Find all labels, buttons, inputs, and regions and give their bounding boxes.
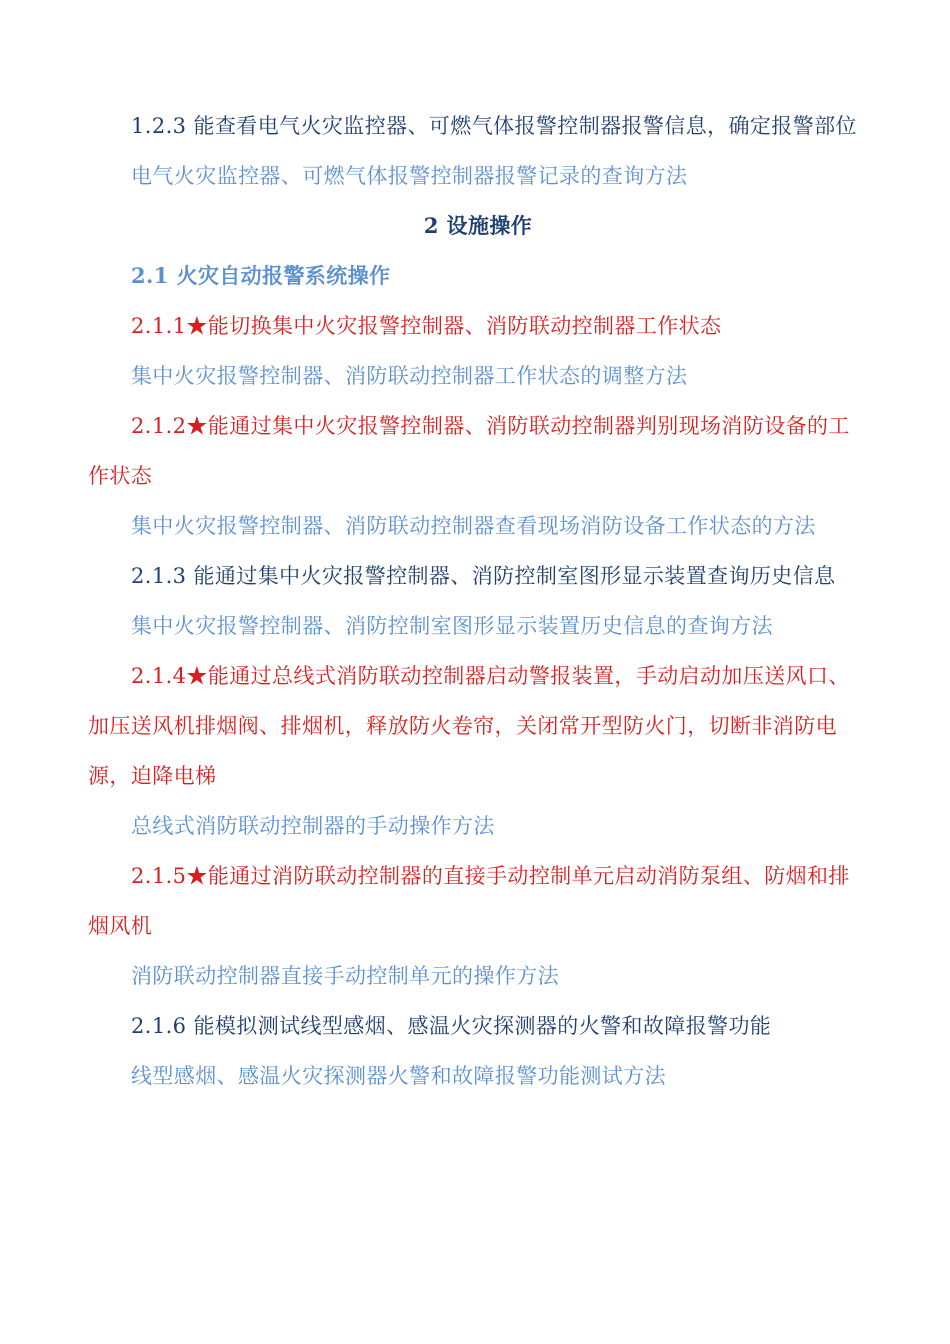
item-2-1-6: 2.1.6 能模拟测试线型感烟、感温火灾探测器的火警和故障报警功能 — [131, 1014, 772, 1038]
section-heading: 2 设施操作 — [423, 213, 533, 238]
item-2-1-3-method: 集中火灾报警控制器、消防控制室图形显示装置历史信息的查询方法 — [131, 614, 773, 638]
item-2-1-2: 2.1.2★能通过集中火灾报警控制器、消防联动控制器判别现场消防设备的工作状态 — [88, 414, 850, 488]
item-2-1-1-method: 集中火灾报警控制器、消防联动控制器工作状态的调整方法 — [131, 364, 688, 388]
item-2-1-5: 2.1.5★能通过消防联动控制器的直接手动控制单元启动消防泵组、防烟和排烟风机 — [88, 864, 850, 938]
item-2-1-4-method: 总线式消防联动控制器的手动操作方法 — [131, 814, 495, 838]
item-2-1-1: 2.1.1★能切换集中火灾报警控制器、消防联动控制器工作状态 — [131, 314, 722, 338]
subsection-heading: 2.1 火灾自动报警系统操作 — [131, 263, 391, 288]
item-2-1-2-method: 集中火灾报警控制器、消防联动控制器查看现场消防设备工作状态的方法 — [131, 514, 816, 538]
item-2-1-5-method: 消防联动控制器直接手动控制单元的操作方法 — [131, 964, 559, 988]
item-1-2-3-method: 电气火灾监控器、可燃气体报警控制器报警记录的查询方法 — [131, 164, 688, 188]
item-1-2-3: 1.2.3 能查看电气火灾监控器、可燃气体报警控制器报警信息，确定报警部位 — [131, 114, 857, 138]
item-2-1-6-method: 线型感烟、感温火灾探测器火警和故障报警功能测试方法 — [131, 1064, 666, 1088]
item-2-1-4: 2.1.4★能通过总线式消防联动控制器启动警报装置，手动启动加压送风口、加压送风机排烟阀、排烟机，释放防火卷帘，关闭常开型防火门，切断非消防电源，迫降电梯 — [88, 664, 850, 788]
item-2-1-3: 2.1.3 能通过集中火灾报警控制器、消防控制室图形显示装置查询历史信息 — [131, 564, 836, 588]
